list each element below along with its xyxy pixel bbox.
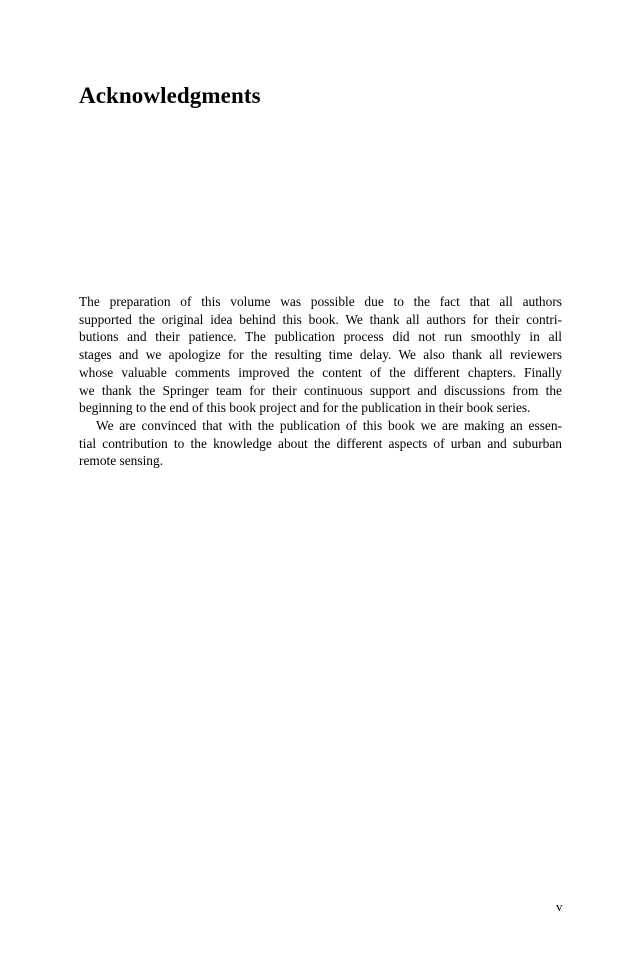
page-number: v (556, 899, 563, 914)
text-line: remote sensing. (79, 453, 164, 469)
text-line: tial contribution to the knowledge about the different aspects of urban and suburban (79, 435, 562, 451)
text-line: The preparation of this volume was possible due to the fact that all authors (79, 294, 562, 309)
paragraph-2 (79, 417, 562, 470)
text-line: butions and their patience. The publication process did not run smoothly in all (79, 329, 562, 345)
text-line: beginning to the end of this book project and for the publication in their book series. (79, 400, 531, 416)
acknowledgments-body (79, 293, 562, 470)
text-line: whose valuable comments improved the content of the different chapters. Finally (79, 364, 562, 380)
text-line: supported the original idea behind this book. We thank all authors for their contri- (79, 311, 562, 327)
text-line: stages and we apologize for the resulting time delay. We also thank all reviewers (79, 347, 562, 363)
paragraph-1 (79, 293, 562, 417)
text-line: We are convinced that with the publication of this book we are making an essen- (96, 417, 562, 433)
text-line: we thank the Springer team for their continuous support and discussions from the (79, 382, 562, 398)
page-title: Acknowledgments (79, 83, 261, 108)
